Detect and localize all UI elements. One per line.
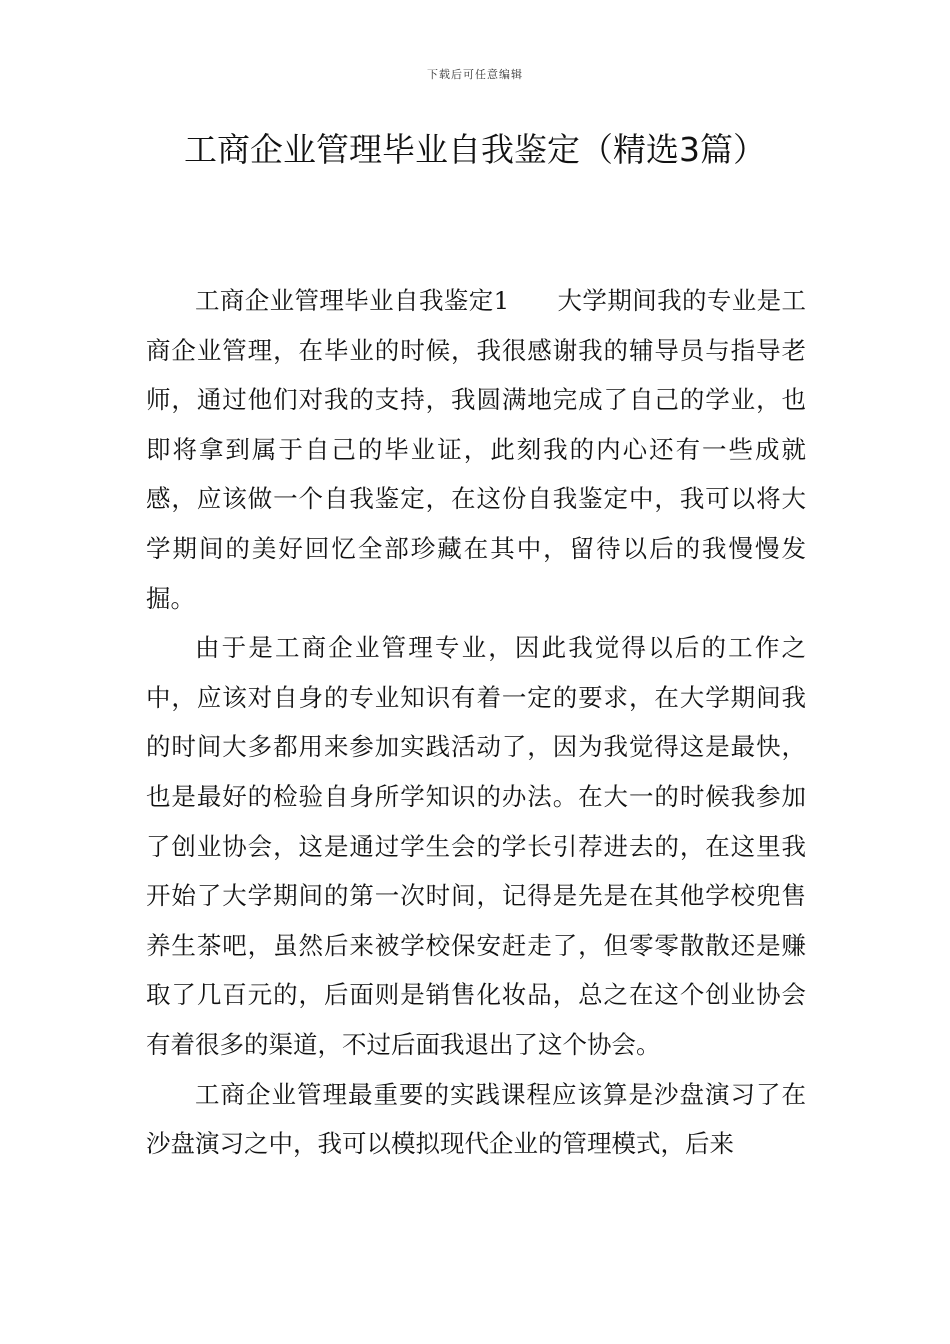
section-heading: 工商企业管理毕业自我鉴定1 bbox=[195, 286, 510, 315]
paragraph-1-text: 大学期间我的专业是工商企业管理，在毕业的时候，我很感谢我的辅导员与指导老师，通过他们对我的支持，我圆满地完成了自己的学业，也即将拿到属于自己的毕业证，此刻我的内心还有一些成就感，应该做一个自我鉴定，在这份自我鉴定中，我可以将大学期间的美好回忆全部珍藏在其中，留待以后的我慢慢发掘。 bbox=[146, 286, 806, 613]
document-title: 工商企业管理毕业自我鉴定（精选3篇） bbox=[184, 130, 766, 169]
document-body bbox=[146, 276, 806, 1326]
paragraph-2: 由于是工商企业管理专业，因此我觉得以后的工作之中，应该对自身的专业知识有着一定的要求，在大学期间我的时间大多都用来参加实践活动了，因为我觉得这是最快，也是最好的检验自身所学知识的办法。在大一的时候我参加了创业协会，这是通过学生会的学长引荐进去的，在这里我开始了大学期间的第一次时间，记得是先是在其他学校兜售养生茶吧，虽然后来被学校保安赶走了，但零零散散还是赚取了几百元的，后面则是销售化妆品，总之在这个创业协会有着很多的渠道，不过后面我退出了这个协会。 bbox=[146, 633, 806, 1059]
paragraph-1 bbox=[146, 276, 806, 623]
header-note: 下载后可任意编辑 bbox=[427, 68, 523, 81]
paragraph-3: 工商企业管理最重要的实践课程应该算是沙盘演习了在沙盘演习之中，我可以模拟现代企业的管理模式，后来 bbox=[146, 1079, 806, 1159]
